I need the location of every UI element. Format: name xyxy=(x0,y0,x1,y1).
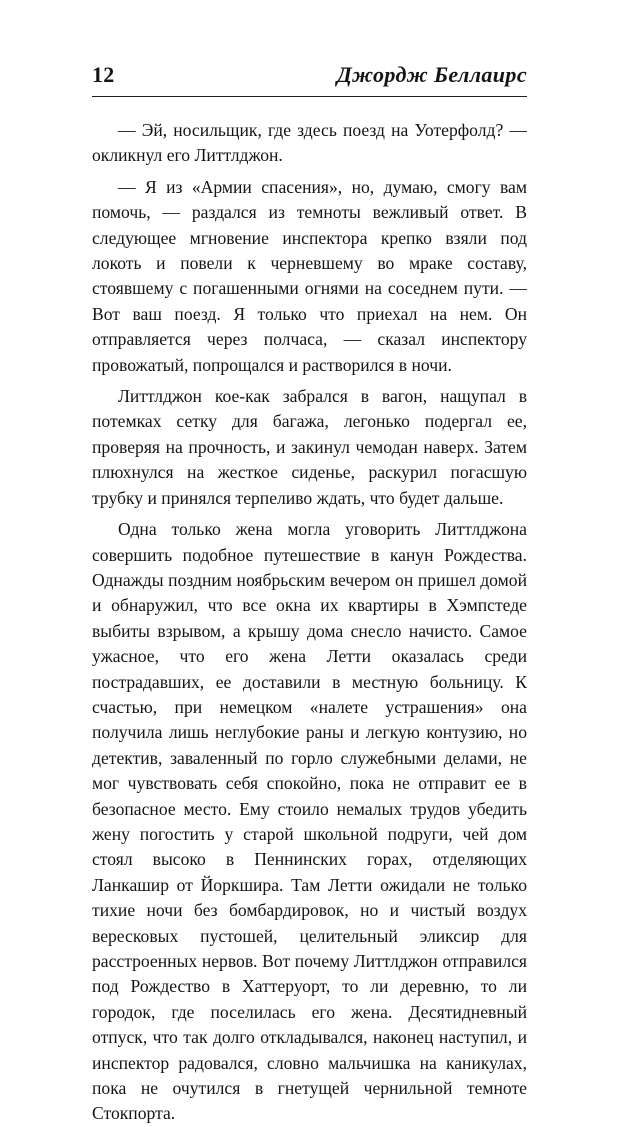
paragraph: Литтлджон кое-как забрался в вагон, нащупал в потемках сетку для багажа, легонько подергал ее, проверяя на прочность, и закинул чемодан наверх. Затем плюхнулся на жесткое сиденье, раскурил погасшую трубку и принялся терпеливо ждать, что будет дальше. xyxy=(92,386,527,508)
paragraph: Одна только жена могла уговорить Литтлджона совершить подобное путешествие в канун Рождества. Однажды поздним ноябрьским вечером он пришел домой и обнаружил, что все окна их квартиры в Хэмпстеде выбиты взрывом, а крышу дома снесло начисто. Самое ужасное, что его жена Летти оказалась среди пострадавших, ее доставили в местную больницу. К счастью, при немецком «налете устрашения» она получила лишь неглубокие раны и легкую контузию, но детектив, заваленный по горло служебными делами, не мог чувствовать себя спокойно, пока не отправит ее в безопасное место. Ему стоило немалых трудов убедить жену погостить у старой школьной подруги, чей дом стоял высоко в Пеннинских горах, отделяющих Ланкашир от Йоркшира. Там Летти ожидали не только тихие ночи без бомбардировок, но и чистый воздух вересковых пустошей, целительный эликсир для расстроенных нервов. Вот почему Литтлджон отправился под Рождество в Хаттеруорт, то ли деревню, то ли городок, где поселилась его жена. Десятидневный отпуск, что так долго откладывался, наконец наступил, и инспектор радовался, словно мальчишка на каникулах, пока не очутился в гнетущей чернильной темноте Стокпорта. xyxy=(92,519,527,1124)
paragraph: — Эй, носильщик, где здесь поезд на Уотерфолд? — окликнул его Литтлджон. xyxy=(92,120,527,166)
body-text xyxy=(92,118,527,1127)
paragraph: — Я из «Армии спасения», но, думаю, смогу вам помочь, — раздался из темноты вежливый ответ. В следующее мгновение инспектора крепко взяли под локоть и повели к черневшему во мраке составу, стоявшему с погашенными огнями на соседнем пути. — Вот ваш поезд. Я только что приехал на нем. Он отправляется через полчаса, — сказал инспектору провожатый, попрощался и растворился в ночи. xyxy=(92,176,527,375)
running-head-author: Джордж Беллаирс xyxy=(336,62,527,87)
header-rule xyxy=(92,96,527,97)
page-header xyxy=(92,62,527,92)
page-number: 12 xyxy=(92,62,115,87)
